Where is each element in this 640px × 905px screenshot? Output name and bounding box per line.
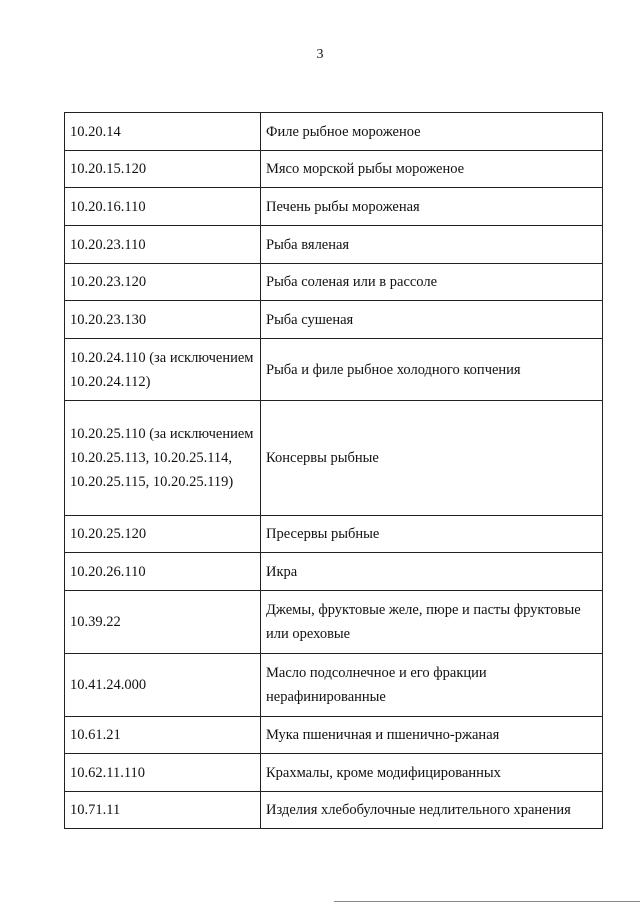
- code-cell: 10.20.15.120: [65, 151, 261, 188]
- name-cell: Рыба соленая или в рассоле: [261, 264, 603, 301]
- table-row: [65, 264, 603, 301]
- code-cell: 10.20.23.130: [65, 301, 261, 339]
- table-row: [65, 113, 603, 151]
- table-row: [65, 717, 603, 754]
- code-cell: 10.61.21: [65, 717, 261, 754]
- name-cell: Мука пшеничная и пшенично-ржаная: [261, 717, 603, 754]
- table-row: [65, 591, 603, 654]
- code-cell: 10.20.23.110: [65, 226, 261, 264]
- table-row: [65, 151, 603, 188]
- name-cell: Рыба сушеная: [261, 301, 603, 339]
- table-row: [65, 754, 603, 792]
- code-cell: 10.20.16.110: [65, 188, 261, 226]
- page-number: 3: [316, 47, 324, 62]
- scan-edge-line: [334, 901, 640, 902]
- code-cell: 10.20.23.120: [65, 264, 261, 301]
- table-row: [65, 188, 603, 226]
- name-cell: Консервы рыбные: [261, 401, 603, 516]
- name-cell: Икра: [261, 553, 603, 591]
- code-cell: 10.20.25.110 (за исключением 10.20.25.113, 10.20.25.114, 10.20.25.115, 10.20.25.119): [65, 401, 261, 516]
- code-cell: 10.20.25.120: [65, 516, 261, 553]
- table-row: [65, 401, 603, 516]
- name-cell: Пресервы рыбные: [261, 516, 603, 553]
- name-cell: Джемы, фруктовые желе, пюре и пасты фруктовые или ореховые: [261, 591, 603, 654]
- code-cell: 10.20.24.110 (за исключением 10.20.24.112): [65, 339, 261, 401]
- code-cell: 10.71.11: [65, 792, 261, 829]
- table-row: [65, 516, 603, 553]
- name-cell: Масло подсолнечное и его фракции нерафинированные: [261, 654, 603, 717]
- table-row: [65, 226, 603, 264]
- name-cell: Мясо морской рыбы мороженое: [261, 151, 603, 188]
- name-cell: Печень рыбы мороженая: [261, 188, 603, 226]
- name-cell: Изделия хлебобулочные недлительного хранения: [261, 792, 603, 829]
- code-cell: 10.20.14: [65, 113, 261, 151]
- code-cell: 10.39.22: [65, 591, 261, 654]
- table-row: [65, 792, 603, 829]
- table-row: [65, 301, 603, 339]
- code-cell: 10.20.26.110: [65, 553, 261, 591]
- name-cell: Рыба и филе рыбное холодного копчения: [261, 339, 603, 401]
- name-cell: Крахмалы, кроме модифицированных: [261, 754, 603, 792]
- table-row: [65, 654, 603, 717]
- table-row: [65, 339, 603, 401]
- name-cell: Филе рыбное мороженое: [261, 113, 603, 151]
- code-cell: 10.62.11.110: [65, 754, 261, 792]
- table-row: [65, 553, 603, 591]
- code-cell: 10.41.24.000: [65, 654, 261, 717]
- okpd-codes-table: [64, 112, 603, 829]
- name-cell: Рыба вяленая: [261, 226, 603, 264]
